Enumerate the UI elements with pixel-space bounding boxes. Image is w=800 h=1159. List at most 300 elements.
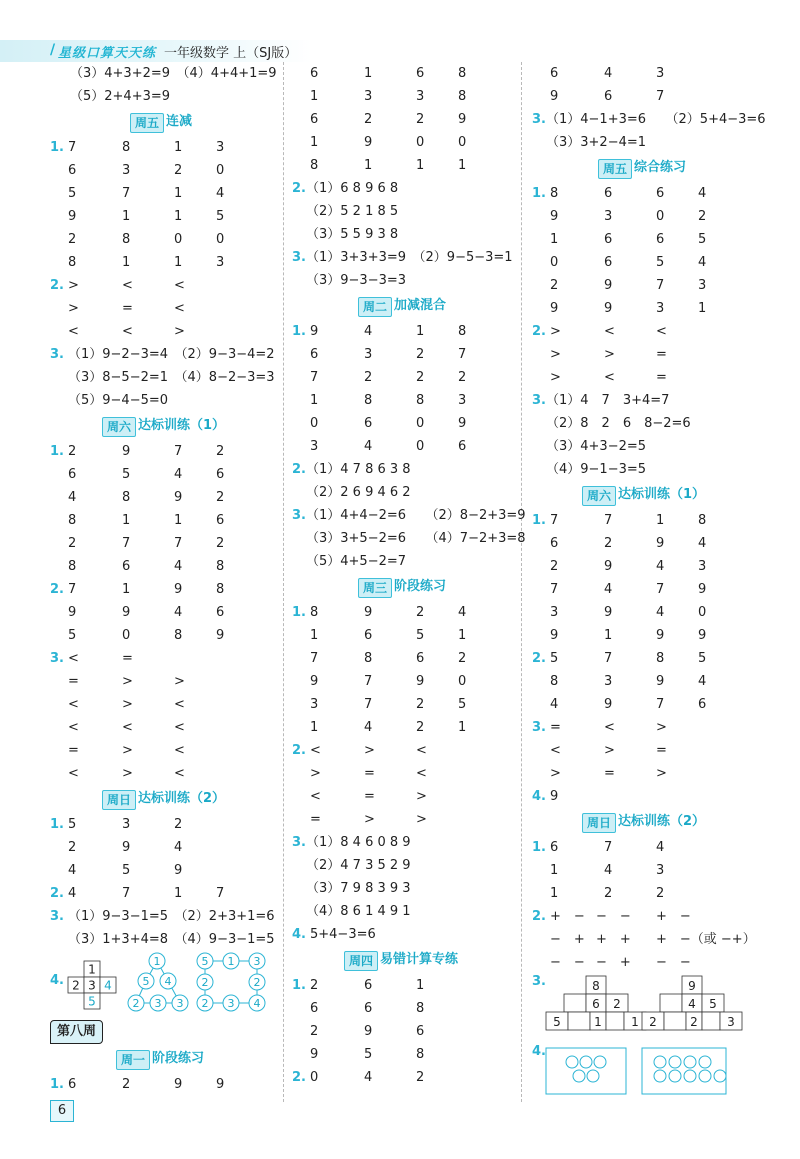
- cross-box-top: [84, 961, 100, 977]
- answer-line: [50, 928, 280, 951]
- answer-cell: 0: [698, 605, 707, 620]
- question-number: 2.: [292, 743, 306, 758]
- answer-cell: 6: [458, 439, 467, 454]
- answer-cell: >: [550, 347, 561, 362]
- answer-cell: 4: [458, 605, 467, 620]
- answer-cell: 3: [698, 278, 707, 293]
- answer-cell: 4: [604, 863, 613, 878]
- svg-text:6: 6: [592, 997, 600, 1011]
- tri2-circle: [197, 953, 213, 969]
- answer-line: [292, 527, 526, 550]
- answer-row: [50, 320, 280, 343]
- question-number: 3.: [50, 909, 64, 924]
- answer-cell: 6: [416, 66, 425, 81]
- answer-cell: >: [364, 743, 375, 758]
- answer-row: [532, 274, 762, 297]
- answer-cell: 3: [122, 163, 131, 178]
- answer-text: （1）3+3+3=9 （2）9−5−3=1: [306, 250, 513, 265]
- answer-cell: 7: [364, 697, 373, 712]
- answer-row: [50, 486, 280, 509]
- answer-cell: 9: [122, 605, 131, 620]
- answer-text: （1）4−1+3=6 （2）5+4−3=6: [546, 112, 766, 127]
- question-number: 3.: [50, 651, 64, 666]
- answer-cell: 6: [604, 232, 613, 247]
- answer-cell: 4: [656, 840, 665, 855]
- tri2-circle: [249, 974, 265, 990]
- pyramid-right-cell: [720, 1012, 742, 1030]
- pyramid-svg: [532, 974, 762, 1038]
- tri2-circle: [249, 953, 265, 969]
- answer-cell: 9: [310, 324, 319, 339]
- answer-row: [292, 601, 516, 624]
- question-number: 2.: [532, 324, 546, 339]
- answer-cell: + −: [550, 909, 585, 924]
- answer-cell: − −: [596, 909, 631, 924]
- answer-row: [50, 578, 280, 601]
- answer-text: （3）8−5−2=1 （4）8−2−3=3: [68, 370, 275, 385]
- answer-text: （3）3+5−2=6 （4）7−2+3=8: [306, 531, 526, 546]
- dot-circle: [684, 1056, 696, 1068]
- answer-cell: <: [68, 324, 79, 339]
- answer-row: [50, 739, 280, 762]
- answer-text: （3）1+3+4=8 （4）9−3−1=5: [68, 932, 275, 947]
- answer-cell: 2: [416, 347, 425, 362]
- answer-cell: >: [656, 720, 667, 735]
- pyramid-left-cell: [590, 1012, 606, 1030]
- answer-cell: 9: [174, 863, 183, 878]
- cross-box-center: [84, 977, 100, 993]
- svg-text:3: 3: [227, 997, 235, 1010]
- section-name: 达标训练（1）: [138, 418, 226, 433]
- answer-column-2: [292, 62, 526, 1089]
- question-number: 2.: [50, 582, 64, 597]
- answer-row: [50, 813, 280, 836]
- answer-row: [50, 882, 280, 905]
- section-name: 阶段练习: [394, 579, 447, 594]
- answer-cell: 3: [604, 674, 613, 689]
- answer-cell: 9: [604, 605, 613, 620]
- svg-text:1: 1: [153, 955, 161, 968]
- answer-cell: <: [174, 766, 185, 781]
- answer-cell: 6: [310, 66, 319, 81]
- answer-cell: 2: [174, 163, 183, 178]
- answer-cell: 8: [416, 1047, 425, 1062]
- header-brand: 星级口算天天练: [58, 46, 157, 61]
- answer-cell: 4: [174, 840, 183, 855]
- answer-cell: 3: [216, 255, 225, 270]
- question-number: 4.: [292, 927, 306, 942]
- answer-cell: 3: [216, 140, 225, 155]
- answer-row: [50, 647, 280, 670]
- answer-cell: 7: [656, 89, 665, 104]
- answer-row: [50, 693, 280, 716]
- answer-cell: 8: [216, 582, 225, 597]
- answer-cell: 6: [122, 559, 131, 574]
- answer-cell: 9: [550, 301, 559, 316]
- answer-cell: 9: [174, 490, 183, 505]
- svg-text:2: 2: [613, 997, 621, 1011]
- answer-cell: 6: [604, 186, 613, 201]
- answer-text: （5）4+5−2=7: [306, 554, 407, 569]
- answer-cell: 6: [68, 1077, 77, 1092]
- answer-text: （1）4 7 8 6 3 8: [306, 462, 411, 477]
- answer-row: [532, 297, 762, 320]
- answer-cell: 4: [364, 324, 373, 339]
- dot-circle: [669, 1056, 681, 1068]
- svg-text:5: 5: [201, 955, 209, 968]
- section-title: [532, 808, 762, 836]
- answer-cell: <: [604, 370, 615, 385]
- dot-circle: [566, 1056, 578, 1068]
- answer-cell: 3: [458, 393, 467, 408]
- pyramid-left-cell: [606, 1012, 624, 1030]
- svg-text:3: 3: [727, 1015, 735, 1029]
- tri1-circle: [172, 995, 188, 1011]
- answer-cell: >: [416, 789, 427, 804]
- answer-cell: 8: [458, 89, 467, 104]
- column-divider-1: [283, 62, 284, 1102]
- answer-cell: 3: [656, 66, 665, 81]
- answer-cell: 6: [656, 186, 665, 201]
- answer-text: （2）4 7 3 5 2 9: [306, 858, 411, 873]
- answer-cell: 8: [122, 232, 131, 247]
- answer-line: [50, 905, 280, 928]
- answer-cell: >: [604, 347, 615, 362]
- answer-cell: 7: [604, 840, 613, 855]
- answer-cell: 3: [604, 209, 613, 224]
- answer-cell: 2: [416, 697, 425, 712]
- answer-row: [292, 647, 516, 670]
- answer-cell: >: [122, 766, 133, 781]
- svg-text:3: 3: [88, 978, 96, 993]
- answer-cell: =: [122, 301, 133, 316]
- section-day-tag: 周四: [344, 951, 378, 971]
- answer-line: [292, 269, 516, 292]
- section-title: [50, 785, 280, 813]
- svg-text:5: 5: [553, 1015, 561, 1029]
- section-name: 阶段练习: [152, 1051, 205, 1066]
- answer-text: （3）4+3+2=9 （4）4+4+1=9: [70, 66, 277, 81]
- answer-cell: 0: [416, 439, 425, 454]
- answer-text: （3）5 5 9 3 8: [306, 227, 399, 242]
- answer-cell: 7: [122, 186, 131, 201]
- question-number: 4.: [532, 789, 546, 804]
- dot-circle: [580, 1056, 592, 1068]
- tri1-circle: [128, 995, 144, 1011]
- answer-cell: >: [68, 301, 79, 316]
- answer-cell: 1: [174, 140, 183, 155]
- answer-cell: 4: [174, 559, 183, 574]
- answer-cell: 4: [550, 697, 559, 712]
- answer-cell: 0: [416, 135, 425, 150]
- dot-circle: [573, 1070, 585, 1082]
- answer-row: [532, 762, 762, 785]
- answer-cell: 9: [604, 697, 613, 712]
- answer-text: （3）4+3−2=5: [546, 439, 647, 454]
- answer-row: [292, 785, 516, 808]
- answer-cell: 4: [364, 439, 373, 454]
- cross-box-right: [100, 977, 116, 993]
- answer-row: [50, 205, 280, 228]
- answer-cell: 4: [604, 66, 613, 81]
- svg-text:4: 4: [104, 978, 112, 993]
- answer-cell: 2: [416, 370, 425, 385]
- week-label: 第八周: [50, 1020, 103, 1044]
- answer-cell: 2: [416, 605, 425, 620]
- section-day-tag: 周二: [358, 297, 392, 317]
- answer-cell: <: [310, 743, 321, 758]
- answer-cell: 3: [416, 89, 425, 104]
- answer-line: [50, 343, 280, 366]
- answer-line: [532, 785, 762, 808]
- answer-row: [292, 320, 516, 343]
- answer-cell: <: [656, 324, 667, 339]
- answer-row: [292, 85, 516, 108]
- answer-row: [532, 836, 762, 859]
- answer-text: （4）8 6 1 4 9 1: [306, 904, 411, 919]
- answer-cell: 0: [174, 232, 183, 247]
- answer-row: [292, 974, 516, 997]
- answer-cell: 9: [656, 628, 665, 643]
- answer-row: [50, 716, 280, 739]
- answer-cell: 9: [416, 674, 425, 689]
- answer-line: [292, 246, 516, 269]
- section-title: [532, 481, 762, 509]
- answer-cell: − −: [656, 955, 691, 970]
- answer-cell: 6: [68, 467, 77, 482]
- answer-text: （2）5 2 1 8 5: [306, 204, 399, 219]
- section-title: [292, 292, 516, 320]
- answer-cell: 2: [364, 370, 373, 385]
- answer-text: （1）8 4 6 0 8 9: [306, 835, 411, 850]
- answer-cell: 9: [604, 301, 613, 316]
- answer-cell: 9: [458, 416, 467, 431]
- answer-cell: 1: [310, 720, 319, 735]
- answer-cell: 0: [216, 232, 225, 247]
- answer-row: [292, 435, 516, 458]
- answer-cell: <: [122, 720, 133, 735]
- answer-line: [292, 200, 516, 223]
- answer-text: （3）9−3−3=3: [306, 273, 407, 288]
- answer-cell: 9: [604, 559, 613, 574]
- answer-cell: 1: [550, 232, 559, 247]
- answer-line: [292, 923, 516, 946]
- question-number: 1.: [532, 513, 546, 528]
- answer-cell: >: [310, 766, 321, 781]
- answer-cell: 9: [550, 209, 559, 224]
- answer-cell: <: [310, 789, 321, 804]
- question-number: 1.: [532, 186, 546, 201]
- answer-cell: 9: [364, 1024, 373, 1039]
- answer-cell: >: [68, 278, 79, 293]
- answer-row: [292, 1043, 516, 1066]
- answer-cell: 1: [174, 186, 183, 201]
- answer-row: [532, 882, 762, 905]
- answer-cell: >: [656, 766, 667, 781]
- answer-row: [50, 251, 280, 274]
- answer-cell: =: [656, 370, 667, 385]
- answer-cell: 9: [364, 605, 373, 620]
- answer-cell: 0: [310, 416, 319, 431]
- answer-cell: 1: [174, 255, 183, 270]
- answer-cell: 3: [656, 301, 665, 316]
- answer-cell: 7: [68, 140, 77, 155]
- svg-text:5: 5: [88, 994, 96, 1009]
- svg-text:5: 5: [709, 997, 717, 1011]
- svg-text:2: 2: [253, 976, 261, 989]
- answer-cell: 9: [550, 628, 559, 643]
- answer-cell: 8: [310, 158, 319, 173]
- section-title: [292, 573, 516, 601]
- tri1-circle: [160, 973, 176, 989]
- answer-cell: 7: [68, 582, 77, 597]
- answer-cell: 2: [68, 444, 77, 459]
- answer-cell: 2: [68, 536, 77, 551]
- tri2-circle: [197, 995, 213, 1011]
- answer-cell: 7: [656, 278, 665, 293]
- column-divider-2: [521, 62, 522, 1102]
- answer-row: [532, 693, 762, 716]
- tri2-circle: [249, 995, 265, 1011]
- answer-cell: <: [68, 651, 79, 666]
- answer-text: （2）8 2 6 8−2=6: [546, 416, 691, 431]
- answer-text: （1）6 8 9 6 8: [306, 181, 399, 196]
- answer-cell: 4: [698, 674, 707, 689]
- answer-cell: 0: [416, 416, 425, 431]
- answer-text: （1）4 7 3+4=7: [546, 393, 670, 408]
- answer-cell: 9: [122, 840, 131, 855]
- section-title: [532, 154, 762, 182]
- answer-row: [50, 555, 280, 578]
- question-number: 3.: [292, 508, 306, 523]
- section-name: 达标训练（1）: [618, 487, 706, 502]
- answer-cell: 1: [550, 886, 559, 901]
- pyramid-right-cell: [660, 994, 682, 1012]
- answer-cell: 1: [310, 628, 319, 643]
- tri1-circle: [138, 973, 154, 989]
- dot-circle: [587, 1070, 599, 1082]
- answer-cell: 8: [68, 255, 77, 270]
- answer-cell: =: [68, 674, 79, 689]
- answer-cell: 1: [122, 513, 131, 528]
- dot-circle: [654, 1056, 666, 1068]
- answer-cell: >: [416, 812, 427, 827]
- answer-row: [532, 928, 762, 951]
- answer-cell: 1: [656, 513, 665, 528]
- answer-cell: 5: [364, 1047, 373, 1062]
- answer-cell: 6: [604, 89, 613, 104]
- answer-cell: 8: [364, 393, 373, 408]
- answer-text: （3）3+2−4=1: [546, 135, 647, 150]
- answer-cell: 9: [458, 112, 467, 127]
- answer-cell: 6: [550, 66, 559, 81]
- answer-row: [292, 693, 516, 716]
- answer-cell: >: [550, 370, 561, 385]
- question-number: 1.: [50, 1077, 64, 1092]
- answer-cell: 4: [698, 255, 707, 270]
- answer-cell: <: [174, 743, 185, 758]
- answer-line: [532, 435, 762, 458]
- answer-cell: 7: [364, 674, 373, 689]
- answer-cell: 1: [122, 209, 131, 224]
- answer-row: [532, 366, 762, 389]
- answer-cell: 9: [604, 278, 613, 293]
- answer-row: [50, 509, 280, 532]
- answer-row: [532, 205, 762, 228]
- answer-row: [532, 624, 762, 647]
- pyramid-right-cell: [642, 1012, 664, 1030]
- answer-text: （2）2 6 9 4 6 2: [306, 485, 411, 500]
- answer-cell: >: [122, 674, 133, 689]
- svg-text:4: 4: [688, 997, 696, 1011]
- svg-text:2: 2: [132, 997, 140, 1010]
- section-day-tag: 周六: [102, 417, 136, 437]
- answer-text: 9: [550, 789, 559, 804]
- question-number: 1.: [292, 978, 306, 993]
- svg-text:1: 1: [88, 962, 96, 977]
- answer-cell: 9: [364, 135, 373, 150]
- svg-text:4: 4: [164, 975, 172, 988]
- section-name: 易错计算专练: [380, 952, 459, 967]
- section-day-tag: 周三: [358, 578, 392, 598]
- answer-cell: =: [656, 743, 667, 758]
- answer-cell: 9: [68, 605, 77, 620]
- answer-row: [532, 578, 762, 601]
- answer-cell: 1: [122, 582, 131, 597]
- answer-cell: 4: [656, 559, 665, 574]
- dot-circle: [594, 1056, 606, 1068]
- section-day-tag: 周日: [582, 813, 616, 833]
- answer-cell: 5: [122, 863, 131, 878]
- answer-cell: <: [68, 766, 79, 781]
- question-number: 2.: [50, 278, 64, 293]
- answer-cell: <: [604, 720, 615, 735]
- answer-line: [50, 62, 280, 85]
- answer-row: [532, 670, 762, 693]
- answer-cell: 6: [216, 605, 225, 620]
- answer-cell: <: [604, 324, 615, 339]
- answer-text: （1）4+4−2=6 （2）8−2+3=9: [306, 508, 526, 523]
- answer-cell: 1: [458, 158, 467, 173]
- answer-cell: >: [550, 324, 561, 339]
- answer-line: [50, 389, 280, 412]
- answer-cell: 8: [458, 66, 467, 81]
- section-title: [50, 108, 280, 136]
- answer-cell: 7: [310, 370, 319, 385]
- answer-cell: 4: [174, 467, 183, 482]
- answer-line: [292, 481, 516, 504]
- answer-cell: <: [122, 324, 133, 339]
- answer-row: [50, 762, 280, 785]
- answer-cell: 8: [68, 559, 77, 574]
- answer-column-3: [532, 62, 766, 1100]
- question-number: 2.: [292, 181, 306, 196]
- answer-cell: 3: [364, 347, 373, 362]
- answer-row: [292, 343, 516, 366]
- answer-row: [292, 670, 516, 693]
- answer-cell: <: [174, 278, 185, 293]
- answer-cell: 7: [174, 536, 183, 551]
- answer-cell: 5: [122, 467, 131, 482]
- pyramid-left-cell: [586, 994, 606, 1012]
- answer-cell: 0: [550, 255, 559, 270]
- answer-row: [50, 228, 280, 251]
- dot-circle: [654, 1070, 666, 1082]
- answer-text: （3）7 9 8 3 9 3: [306, 881, 411, 896]
- answer-cell: 3: [310, 697, 319, 712]
- answer-cell: 5: [656, 255, 665, 270]
- answer-cell: 5: [68, 817, 77, 832]
